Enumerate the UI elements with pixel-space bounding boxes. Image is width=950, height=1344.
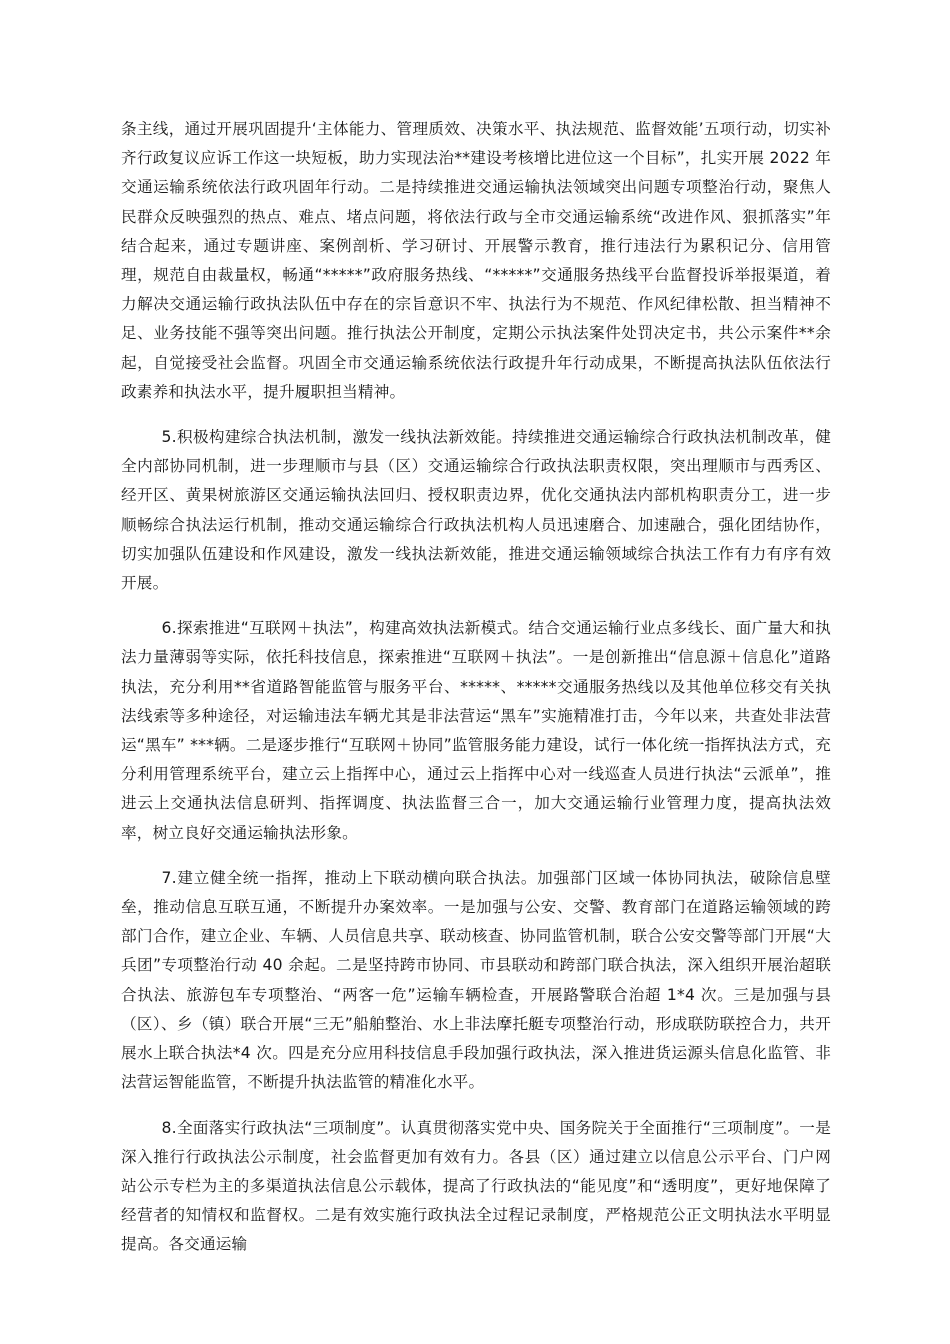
paragraph-item-5: 5.积极构建综合执法机制，激发一线执法新效能。持续推进交通运输综合行政执法机制改革，健全内部协同机制，进一步理顺市与县（区）交通运输综合行政执法职责权限，突出理顺市与西秀区、经开区、黄果树旅游区交通运输执法回归、授权职责边界，优化交通执法内部机构职责分工，进一步顺畅综合执法运行机制，推动交通运输综合行政执法机构人员迅速磨合、加速融合，强化团结协作，切实加强队伍建设和作风建设，激发一线执法新效能，推进交通运输领域综合执法工作有力有序有效开展。: [121, 428, 831, 593]
paragraph-item-7: 7.建立健全统一指挥，推动上下联动横向联合执法。加强部门区域一体协同执法，破除信息壁垒，推动信息互联互通，不断提升办案效率。一是加强与公安、交警、教育部门在道路运输领域的跨部门合作，建立企业、车辆、人员信息共享、联动核查、协同监管机制，联合公安交警等部门开展“大兵团”专项整治行动 40 余起。二是坚持跨市协同、市县联动和跨部门联合执法，深入组织开展治超联合执法、旅游包车专项整治、“两客一危”运输车辆检查，开展路警联合治超 1*4 次。三是加强与县（区）、乡（镇）联合开展“三无”船舶整治、水上非法摩托艇专项整治行动，形成联防联控合力，共开展水上联合执法*4 次。四是充分应用科技信息手段加强行政执法，深入推进货运源头信息化监管、非法营运智能监管，不断提升执法监管的精准化水平。: [121, 868, 831, 1092]
paragraph-item-8: 8.全面落实行政执法“三项制度”。认真贯彻落实党中央、国务院关于全面推行“三项制度”。一是深入推行行政执法公示制度，社会监督更加有效有力。各县（区）通过建立以信息公示平台、门户网站公示专栏为主的多渠道执法信息公示载体，提高了行政执法的“能见度”和“透明度”，更好地保障了经营者的知情权和监督权。二是有效实施行政执法全过程记录制度，严格规范公正文明执法水平明显提高。各交通运输: [121, 1118, 831, 1254]
paragraph-item-6: 6.探索推进“互联网＋执法”，构建高效执法新模式。结合交通运输行业点多线长、面广量大和执法力量薄弱等实际，依托科技信息，探索推进“互联网＋执法”。一是创新推出“信息源＋信息化”道路执法，充分利用**省道路智能监管与服务平台、*****、*****交通服务热线以及其他单位移交有关执法线索等多种途径，对运输违法车辆尤其是非法营运“黑车”实施精准打击，今年以来，共查处非法营运“黑车” ***辆。二是逐步推行“互联网＋协同”监管服务能力建设，试行一体化统一指挥执法方式，充分利用管理系统平台，建立云上指挥中心，通过云上指挥中心对一线巡查人员进行执法“云派单”，推进云上交通执法信息研判、指挥调度、执法监督三合一，加大交通运输行业管理力度，提高执法效率，树立良好交通运输执法形象。: [121, 619, 831, 842]
document-body: [121, 115, 831, 1276]
paragraph-continuation: 条主线，通过开展巩固提升‘主体能力、管理质效、决策水平、执法规范、监督效能’五项行动，切实补齐行政复议应诉工作这一块短板，助力实现法治**建设考核增比进位这一个目标”，扎实开展 2022 年交通运输系统依法行政巩固年行动。二是持续推进交通运输执法领域突出问题专项整治行动，聚焦人民群众反映强烈的热点、难点、堵点问题，将依法行政与全市交通运输系统“改进作风、狠抓落实”年结合起来，通过专题讲座、案例剖析、学习研讨、开展警示教育，推行违法行为累积记分、信用管理，规范自由裁量权，畅通“*****”政府服务热线、“*****”交通服务热线平台监督投诉举报渠道，着力解决交通运输行政执法队伍中存在的宗旨意识不牢、执法行为不规范、作风纪律松散、担当精神不足、业务技能不强等突出问题。推行执法公开制度，定期公示执法案件处罚决定书，共公示案件**余起，自觉接受社会监督。巩固全市交通运输系统依法行政提升年行动成果，不断提高执法队伍依法行政素养和执法水平，提升履职担当精神。: [121, 120, 831, 401]
